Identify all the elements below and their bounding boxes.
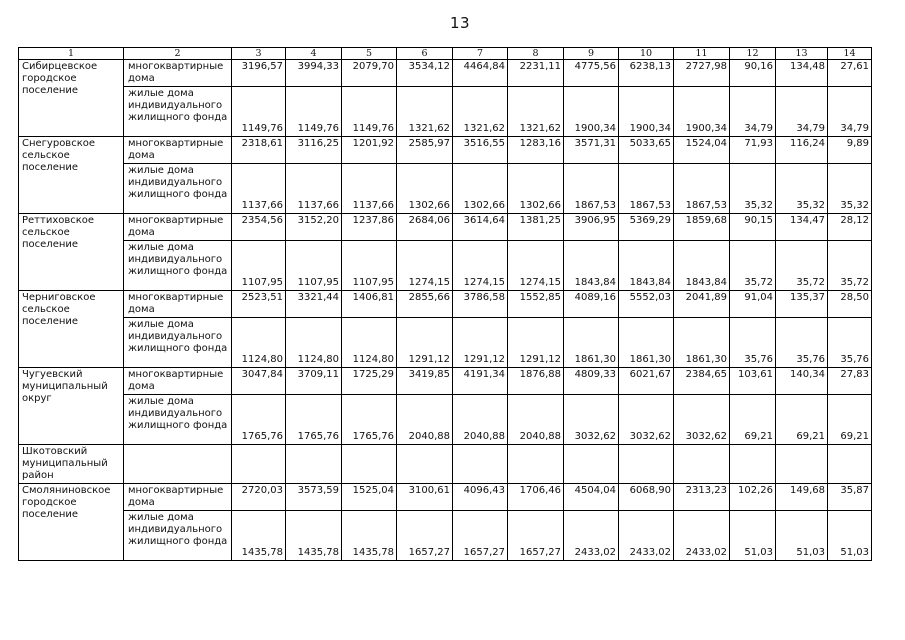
value-cell: 3116,25: [286, 137, 342, 164]
value-cell: 2433,02: [564, 511, 619, 561]
value-cell: 2727,98: [674, 60, 730, 87]
column-number: 5: [342, 48, 397, 60]
value-cell: 34,79: [730, 87, 776, 137]
value-cell: 1283,16: [508, 137, 564, 164]
housing-type-cell: многоквартирные дома: [124, 368, 232, 395]
value-cell: 34,79: [828, 87, 872, 137]
value-cell: 1861,30: [674, 318, 730, 368]
value-cell: 135,37: [776, 291, 828, 318]
value-cell: 3321,44: [286, 291, 342, 318]
value-cell: 1843,84: [674, 241, 730, 291]
table-body: [19, 48, 872, 561]
value-cell: 35,72: [776, 241, 828, 291]
value-cell: 1107,95: [286, 241, 342, 291]
value-cell: 134,47: [776, 214, 828, 241]
value-cell: 1274,15: [508, 241, 564, 291]
column-number: 1: [19, 48, 124, 60]
value-cell: 3047,84: [232, 368, 286, 395]
column-number: 8: [508, 48, 564, 60]
value-cell: 2040,88: [453, 395, 508, 445]
value-cell: 1435,78: [286, 511, 342, 561]
empty-cell: [564, 445, 619, 484]
value-cell: 90,15: [730, 214, 776, 241]
value-cell: 27,61: [828, 60, 872, 87]
empty-cell: [828, 445, 872, 484]
value-cell: 90,16: [730, 60, 776, 87]
value-cell: 1137,66: [286, 164, 342, 214]
empty-cell: [232, 445, 286, 484]
value-cell: 1201,92: [342, 137, 397, 164]
value-cell: 3032,62: [619, 395, 674, 445]
value-cell: 6068,90: [619, 484, 674, 511]
table-row: [19, 60, 872, 87]
value-cell: 134,48: [776, 60, 828, 87]
value-cell: 3152,20: [286, 214, 342, 241]
value-cell: 3573,59: [286, 484, 342, 511]
value-cell: 1321,62: [397, 87, 453, 137]
value-cell: 2318,61: [232, 137, 286, 164]
value-cell: 1291,12: [508, 318, 564, 368]
housing-type-cell: жилые дома индивидуального жилищного фонда: [124, 241, 232, 291]
value-cell: 1107,95: [232, 241, 286, 291]
table-row: [19, 241, 872, 291]
value-cell: 1867,53: [619, 164, 674, 214]
value-cell: 51,03: [730, 511, 776, 561]
value-cell: 3994,33: [286, 60, 342, 87]
value-cell: 1657,27: [508, 511, 564, 561]
housing-type-cell: жилые дома индивидуального жилищного фонда: [124, 395, 232, 445]
value-cell: 71,93: [730, 137, 776, 164]
empty-cell: [508, 445, 564, 484]
value-cell: 35,32: [776, 164, 828, 214]
value-cell: 3906,95: [564, 214, 619, 241]
table-row: [19, 164, 872, 214]
value-cell: 4089,16: [564, 291, 619, 318]
value-cell: 3100,61: [397, 484, 453, 511]
value-cell: 1302,66: [453, 164, 508, 214]
value-cell: 1274,15: [453, 241, 508, 291]
table-row: [19, 87, 872, 137]
municipality-cell: Черниговское сельское поселение: [19, 291, 124, 368]
value-cell: 1843,84: [564, 241, 619, 291]
value-cell: 4464,84: [453, 60, 508, 87]
value-cell: 4775,56: [564, 60, 619, 87]
value-cell: 2231,11: [508, 60, 564, 87]
value-cell: 1867,53: [674, 164, 730, 214]
value-cell: 51,03: [776, 511, 828, 561]
value-cell: 1524,04: [674, 137, 730, 164]
value-cell: 3032,62: [674, 395, 730, 445]
value-cell: 1291,12: [453, 318, 508, 368]
value-cell: 1124,80: [286, 318, 342, 368]
value-cell: 2384,65: [674, 368, 730, 395]
housing-type-cell: многоквартирные дома: [124, 137, 232, 164]
value-cell: 140,34: [776, 368, 828, 395]
table-row: [19, 368, 872, 395]
value-cell: 2720,03: [232, 484, 286, 511]
value-cell: 4504,04: [564, 484, 619, 511]
value-cell: 28,50: [828, 291, 872, 318]
value-cell: 1302,66: [508, 164, 564, 214]
empty-cell: [124, 445, 232, 484]
value-cell: 3709,11: [286, 368, 342, 395]
value-cell: 1900,34: [564, 87, 619, 137]
value-cell: 1107,95: [342, 241, 397, 291]
value-cell: 1149,76: [232, 87, 286, 137]
value-cell: 1137,66: [232, 164, 286, 214]
page-number: 13: [449, 14, 471, 32]
value-cell: 1859,68: [674, 214, 730, 241]
value-cell: 35,87: [828, 484, 872, 511]
value-cell: 69,21: [776, 395, 828, 445]
value-cell: 28,12: [828, 214, 872, 241]
value-cell: 1274,15: [397, 241, 453, 291]
table-row: [19, 291, 872, 318]
value-cell: 3534,12: [397, 60, 453, 87]
value-cell: 1291,12: [397, 318, 453, 368]
housing-type-cell: жилые дома индивидуального жилищного фонда: [124, 318, 232, 368]
value-cell: 1900,34: [619, 87, 674, 137]
value-cell: 1124,80: [232, 318, 286, 368]
value-cell: 5552,03: [619, 291, 674, 318]
value-cell: 1381,25: [508, 214, 564, 241]
empty-cell: [674, 445, 730, 484]
table-row: [19, 214, 872, 241]
value-cell: 102,26: [730, 484, 776, 511]
column-number: 10: [619, 48, 674, 60]
value-cell: 3032,62: [564, 395, 619, 445]
municipality-cell: Смоляниновское городское поселение: [19, 484, 124, 561]
value-cell: 69,21: [828, 395, 872, 445]
value-cell: 35,32: [828, 164, 872, 214]
value-cell: 35,32: [730, 164, 776, 214]
value-cell: 4809,33: [564, 368, 619, 395]
value-cell: 2433,02: [619, 511, 674, 561]
value-cell: 1237,86: [342, 214, 397, 241]
value-cell: 1867,53: [564, 164, 619, 214]
empty-cell: [619, 445, 674, 484]
value-cell: 1765,76: [286, 395, 342, 445]
value-cell: 1861,30: [619, 318, 674, 368]
value-cell: 3196,57: [232, 60, 286, 87]
value-cell: 34,79: [776, 87, 828, 137]
empty-cell: [453, 445, 508, 484]
empty-cell: [286, 445, 342, 484]
value-cell: 1406,81: [342, 291, 397, 318]
value-cell: 6238,13: [619, 60, 674, 87]
empty-cell: [730, 445, 776, 484]
value-cell: 9,89: [828, 137, 872, 164]
value-cell: 1302,66: [397, 164, 453, 214]
column-number: 7: [453, 48, 508, 60]
empty-cell: [342, 445, 397, 484]
value-cell: 2585,97: [397, 137, 453, 164]
column-number: 3: [232, 48, 286, 60]
value-cell: 35,76: [776, 318, 828, 368]
housing-type-cell: многоквартирные дома: [124, 214, 232, 241]
value-cell: 1321,62: [453, 87, 508, 137]
value-cell: 1765,76: [232, 395, 286, 445]
value-cell: 3419,85: [397, 368, 453, 395]
value-cell: 1843,84: [619, 241, 674, 291]
value-cell: 103,61: [730, 368, 776, 395]
housing-type-cell: жилые дома индивидуального жилищного фонда: [124, 511, 232, 561]
value-cell: 1435,78: [342, 511, 397, 561]
value-cell: 1525,04: [342, 484, 397, 511]
value-cell: 69,21: [730, 395, 776, 445]
value-cell: 5369,29: [619, 214, 674, 241]
value-cell: 3516,55: [453, 137, 508, 164]
municipality-cell: Снегуровское сельское поселение: [19, 137, 124, 214]
value-cell: 1876,88: [508, 368, 564, 395]
value-cell: 2040,88: [397, 395, 453, 445]
value-cell: 1725,29: [342, 368, 397, 395]
column-number: 14: [828, 48, 872, 60]
value-cell: 2079,70: [342, 60, 397, 87]
value-cell: 4096,43: [453, 484, 508, 511]
value-cell: 2313,23: [674, 484, 730, 511]
table-row: [19, 445, 872, 484]
column-number: 9: [564, 48, 619, 60]
value-cell: 1124,80: [342, 318, 397, 368]
column-number: 2: [124, 48, 232, 60]
value-cell: 1765,76: [342, 395, 397, 445]
value-cell: 2523,51: [232, 291, 286, 318]
value-cell: 3614,64: [453, 214, 508, 241]
value-cell: 1321,62: [508, 87, 564, 137]
value-cell: 3786,58: [453, 291, 508, 318]
value-cell: 1900,34: [674, 87, 730, 137]
housing-type-cell: многоквартирные дома: [124, 60, 232, 87]
value-cell: 51,03: [828, 511, 872, 561]
value-cell: 2354,56: [232, 214, 286, 241]
value-cell: 5033,65: [619, 137, 674, 164]
value-cell: 35,72: [828, 241, 872, 291]
empty-cell: [776, 445, 828, 484]
value-cell: 35,72: [730, 241, 776, 291]
value-cell: 2855,66: [397, 291, 453, 318]
municipality-cell: Шкотовский муниципальный район: [19, 445, 124, 484]
column-number: 11: [674, 48, 730, 60]
housing-type-cell: многоквартирные дома: [124, 291, 232, 318]
value-cell: 1706,46: [508, 484, 564, 511]
value-cell: 149,68: [776, 484, 828, 511]
value-cell: 6021,67: [619, 368, 674, 395]
value-cell: 116,24: [776, 137, 828, 164]
value-cell: 1657,27: [453, 511, 508, 561]
municipality-cell: Реттиховское сельское поселение: [19, 214, 124, 291]
column-number: 12: [730, 48, 776, 60]
table-row: [19, 137, 872, 164]
value-cell: 1435,78: [232, 511, 286, 561]
empty-cell: [397, 445, 453, 484]
value-cell: 2684,06: [397, 214, 453, 241]
housing-type-cell: жилые дома индивидуального жилищного фонда: [124, 87, 232, 137]
municipality-cell: Чугуевский муниципальный округ: [19, 368, 124, 445]
housing-type-cell: многоквартирные дома: [124, 484, 232, 511]
value-cell: 35,76: [828, 318, 872, 368]
value-cell: 91,04: [730, 291, 776, 318]
value-cell: 1137,66: [342, 164, 397, 214]
table-row: [19, 395, 872, 445]
value-cell: 2433,02: [674, 511, 730, 561]
value-cell: 27,83: [828, 368, 872, 395]
table-row: [19, 318, 872, 368]
value-cell: 1149,76: [342, 87, 397, 137]
value-cell: 4191,34: [453, 368, 508, 395]
table-row: [19, 511, 872, 561]
table-row: [19, 484, 872, 511]
value-cell: 2041,89: [674, 291, 730, 318]
value-cell: 3571,31: [564, 137, 619, 164]
municipality-cell: Сибирцевское городское поселение: [19, 60, 124, 137]
value-cell: 1552,85: [508, 291, 564, 318]
column-number: 6: [397, 48, 453, 60]
value-cell: 1149,76: [286, 87, 342, 137]
value-cell: 35,76: [730, 318, 776, 368]
tariff-table: [18, 47, 872, 561]
value-cell: 2040,88: [508, 395, 564, 445]
column-number-row: [19, 48, 872, 60]
housing-type-cell: жилые дома индивидуального жилищного фонда: [124, 164, 232, 214]
column-number: 4: [286, 48, 342, 60]
column-number: 13: [776, 48, 828, 60]
value-cell: 1861,30: [564, 318, 619, 368]
value-cell: 1657,27: [397, 511, 453, 561]
